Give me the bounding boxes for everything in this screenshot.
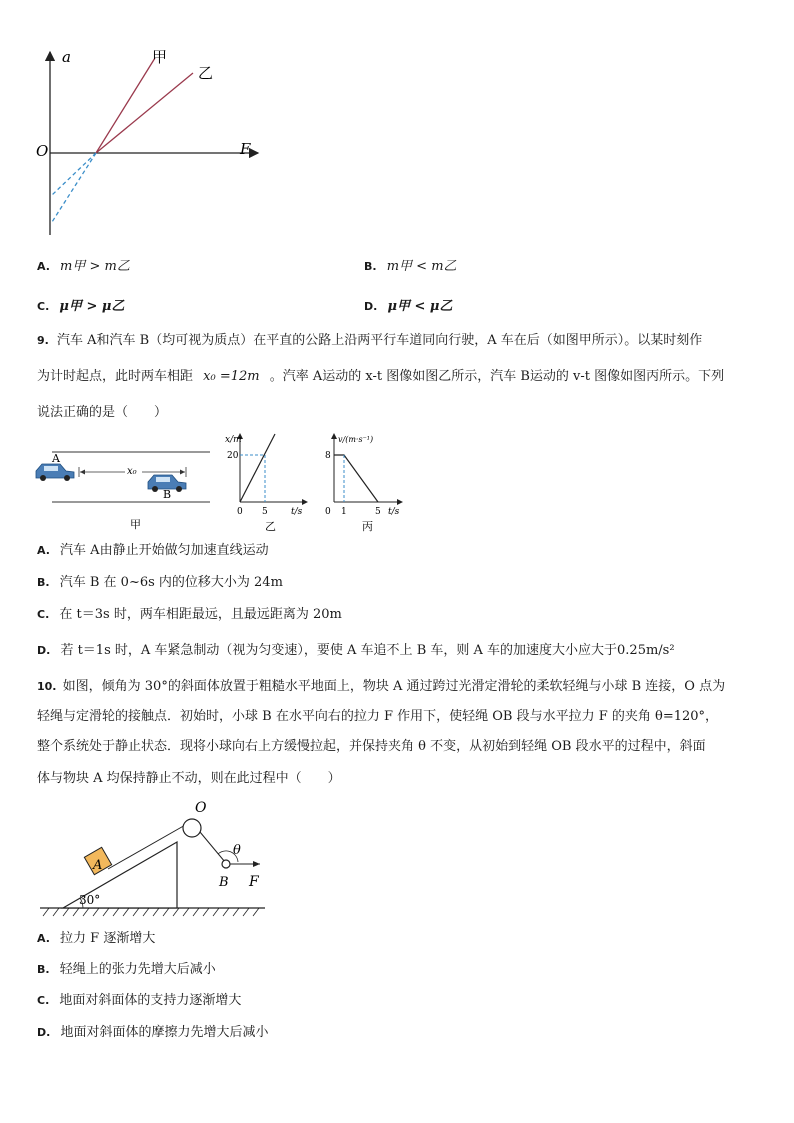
option-text: 若 t＝1s 时，A 车紧急制动（视为匀变速），要使 A 车追不上 B 车，则 A 车的加速度大小应大于0.25m/s² (60, 643, 675, 658)
xt-line (240, 434, 275, 502)
option-label: B. (37, 963, 50, 976)
xt-y-label: x/m (225, 435, 242, 445)
q10-stem-line2: 轻绳与定滑轮的接触点．初始时，小球 B 在水平向右的拉力 F 作用下，使轻绳 OB 段与水平拉力 F 的夹角 θ=120°， (37, 709, 719, 724)
option-text: m甲 > m乙 (60, 259, 130, 274)
option-label: C. (37, 300, 50, 313)
option-text: 汽车 B 在 0~6s 内的位移大小为 24m (59, 575, 283, 590)
q9-stem-line1 (37, 332, 702, 350)
car-a-label: A (52, 452, 60, 465)
q8-option-d[interactable] (364, 298, 452, 316)
dash-jia (52, 153, 96, 222)
xt-zero: 0 (237, 507, 243, 517)
vt-zero: 0 (325, 507, 331, 517)
line-label-jia: 甲 (152, 48, 168, 66)
q8-option-a[interactable] (37, 258, 130, 276)
option-text: 地面对斜面体的摩擦力先增大后减小 (60, 1025, 269, 1040)
dash-yi (52, 153, 96, 195)
q8-option-b[interactable] (364, 258, 457, 276)
caption-jia: 甲 (130, 518, 141, 531)
q10-option-d[interactable] (37, 1024, 268, 1042)
vt-tick-1: 1 (341, 507, 347, 517)
option-label: B. (37, 576, 50, 589)
rope-ob (200, 832, 225, 862)
vt-tick-8: 8 (325, 451, 331, 461)
q10-stem-line3: 整个系统处于静止状态．现将小球向右上方缓慢拉起，并保持夹角 θ 不变，从初始到轻绳 OB 段水平的过程中，斜面 (37, 739, 706, 754)
vt-y-label: v/(m·s⁻¹) (338, 435, 374, 444)
xt-tick-20: 20 (227, 451, 239, 461)
caption-yi: 乙 (265, 520, 276, 533)
option-label: D. (364, 300, 378, 313)
ground-hatch (43, 908, 259, 916)
q10-stem-line1 (37, 678, 725, 696)
label-f: F (249, 874, 259, 890)
stem-text: 。汽率 A运动的 x-t 图像如图乙所示，汽车 B运动的 v-t 图像如图丙所示。下列 (269, 369, 725, 384)
q10-option-c[interactable] (37, 992, 241, 1010)
q9-option-d[interactable] (37, 642, 675, 660)
car-a (36, 464, 74, 481)
q9-stem-line3: 说法正确的是（ ） (37, 405, 168, 420)
option-text: 在 t＝3s 时，两车相距最远，且最远距离为 20m (59, 607, 342, 622)
vt-tick-5: 5 (375, 507, 381, 517)
ball-b (222, 860, 230, 868)
q10-figure (35, 798, 270, 918)
label-b: B (219, 875, 229, 890)
q9-fig-yi-xt (225, 430, 320, 535)
line-jia (96, 58, 155, 153)
option-label: D. (37, 644, 51, 657)
axis-label-a: a (62, 48, 71, 66)
option-text: μ甲 > μ乙 (59, 299, 125, 314)
option-text: 地面对斜面体的支持力逐渐增大 (59, 993, 242, 1008)
car-b-label: B (163, 488, 172, 501)
q9-option-a[interactable] (37, 542, 269, 560)
question-number: 9. (37, 334, 49, 347)
q10-option-b[interactable] (37, 961, 216, 979)
line-label-yi: 乙 (198, 64, 214, 82)
question-number: 10. (37, 680, 57, 693)
q8-option-c[interactable] (37, 298, 124, 316)
option-text: μ甲 < μ乙 (387, 299, 453, 314)
option-label: A. (37, 260, 50, 273)
line-yi (96, 73, 193, 153)
q9-fig-jia (30, 440, 220, 535)
option-text: 轻绳上的张力先增大后减小 (59, 962, 216, 977)
label-o: O (195, 800, 207, 816)
q10-stem-line4: 体与物块 A 均保持静止不动，则在此过程中（ ） (37, 771, 341, 786)
axis-label-f: F (240, 140, 251, 158)
label-30deg: 30° (79, 893, 101, 907)
label-theta: θ (233, 843, 241, 858)
label-a: A (93, 858, 103, 873)
option-text: m甲 < m乙 (386, 259, 457, 274)
x0-label: x₀ (127, 466, 137, 477)
option-label: D. (37, 1026, 51, 1039)
q9-option-b[interactable] (37, 574, 283, 592)
xt-x-label: t/s (291, 507, 303, 517)
xt-tick-5: 5 (262, 507, 268, 517)
option-text: 汽车 A由静止开始做匀加速直线运动 (60, 543, 269, 558)
stem-text: 如图，倾角为 30°的斜面体放置于粗糙水平地面上，物块 A 通过跨过光滑定滑轮的柔软轻绳与小球 B 连接，O 点为 (62, 679, 726, 694)
a-f-graph (30, 40, 270, 240)
stem-text: 汽车 A和汽车 B（均可视为质点）在平直的公路上沿两平行车道同向行驶，A 车在后（如图甲所示）。以某时刻作 (56, 333, 703, 348)
option-label: C. (37, 994, 50, 1007)
q10-option-a[interactable] (37, 930, 155, 948)
pulley (183, 819, 201, 837)
q9-option-c[interactable] (37, 606, 342, 624)
caption-bing: 丙 (362, 520, 373, 533)
option-text: 拉力 F 逐渐增大 (60, 931, 156, 946)
vt-x-label: t/s (388, 507, 400, 517)
q9-fig-bing-vt (322, 430, 412, 535)
option-label: B. (364, 260, 377, 273)
origin-label: O (36, 142, 49, 160)
option-label: A. (37, 932, 50, 945)
x0-value: x₀ =12m (203, 369, 260, 384)
stem-text: 为计时起点，此时两车相距 (37, 369, 194, 384)
vt-line (334, 455, 378, 502)
option-label: A. (37, 544, 50, 557)
q9-stem-line2 (37, 368, 724, 386)
option-label: C. (37, 608, 50, 621)
